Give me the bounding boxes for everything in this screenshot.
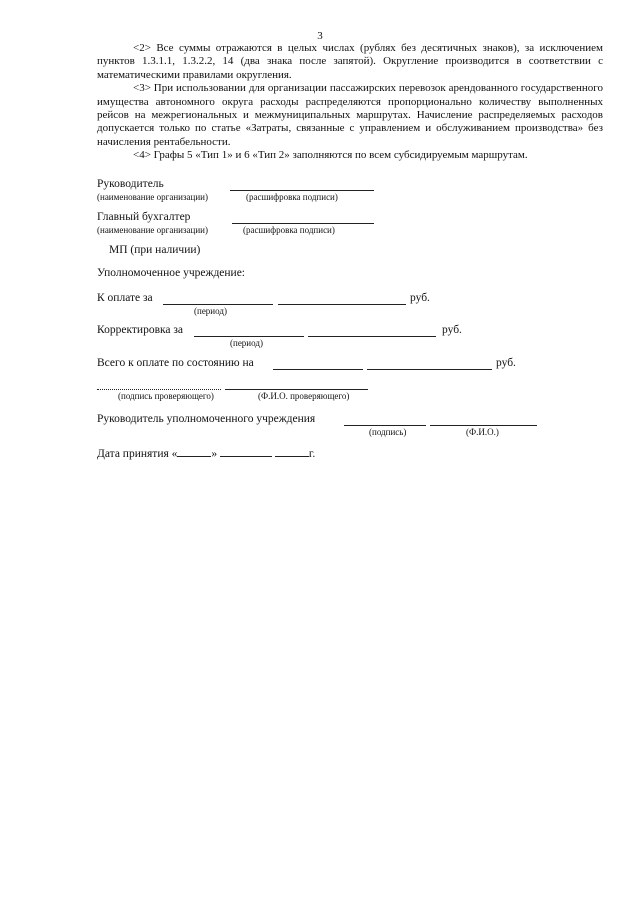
institution-caption-name: (Ф.И.О.) (466, 427, 499, 437)
pay-amount-line (278, 292, 406, 310)
date-day-line (177, 447, 211, 457)
checker-caption-sign: (подпись проверяющего) (118, 391, 214, 401)
footnote-3: <3> При использовании для организации пассажирских перевозок арендованного государственного имущества автономного округа расходы распределяются пропорционально количеству выполненных рейсов на межрегиональных и межмуниципальных маршрутах. Начисление распределяемых расходов допускается только по статье «Затраты, связанные с управлением и обслуживанием производства» без начисления рентабельности. (97, 82, 603, 148)
accountant-caption-sign: (расшифровка подписи) (243, 225, 335, 235)
total-amount-line (367, 357, 492, 375)
date-month-line (220, 447, 272, 457)
authorized-institution-label: Уполномоченное учреждение: (97, 267, 246, 279)
accountant-caption-org: (наименование организации) (97, 225, 208, 235)
head-label: Руководитель (97, 178, 164, 190)
pay-caption: (период) (194, 306, 227, 316)
date-mid: » (211, 448, 218, 460)
correction-label: Корректировка за (97, 324, 184, 336)
footnotes (97, 42, 603, 163)
footnote-2: <2> Все суммы отражаются в целых числах (рублях без десятичных знаков), за исключением пунктов 1.3.1.1, 1.3.2.2, 14 (два знака после запятой). Округление производится в соответствии с математическими правилами округления. (97, 42, 603, 81)
institution-head-label: Руководитель уполномоченного учреждения (97, 413, 316, 425)
head-caption-org: (наименование организации) (97, 192, 208, 202)
stamp-note: МП (при наличии) (109, 244, 201, 256)
page-number: 3 (317, 30, 323, 42)
date-label: Дата принятия « (97, 448, 178, 460)
acceptance-date (97, 447, 315, 460)
accountant-label: Главный бухгалтер (97, 211, 191, 223)
total-label: Всего к оплате по состоянию на (97, 357, 254, 369)
total-date-line (273, 357, 363, 375)
institution-caption-sign: (подпись) (369, 427, 407, 437)
head-caption-sign: (расшифровка подписи) (246, 192, 338, 202)
total-unit: руб. (496, 357, 516, 369)
date-end: г. (308, 448, 316, 460)
pay-label: К оплате за (97, 292, 153, 304)
pay-unit: руб. (410, 292, 430, 304)
date-year-line (275, 447, 309, 457)
footnote-4: <4> Графы 5 «Тип 1» и 6 «Тип 2» заполняются по всем субсидируемым маршрутам. (133, 149, 528, 162)
correction-caption: (период) (230, 338, 263, 348)
correction-amount-line (308, 324, 436, 342)
checker-caption-name: (Ф.И.О. проверяющего) (258, 391, 350, 401)
correction-unit: руб. (442, 324, 462, 336)
